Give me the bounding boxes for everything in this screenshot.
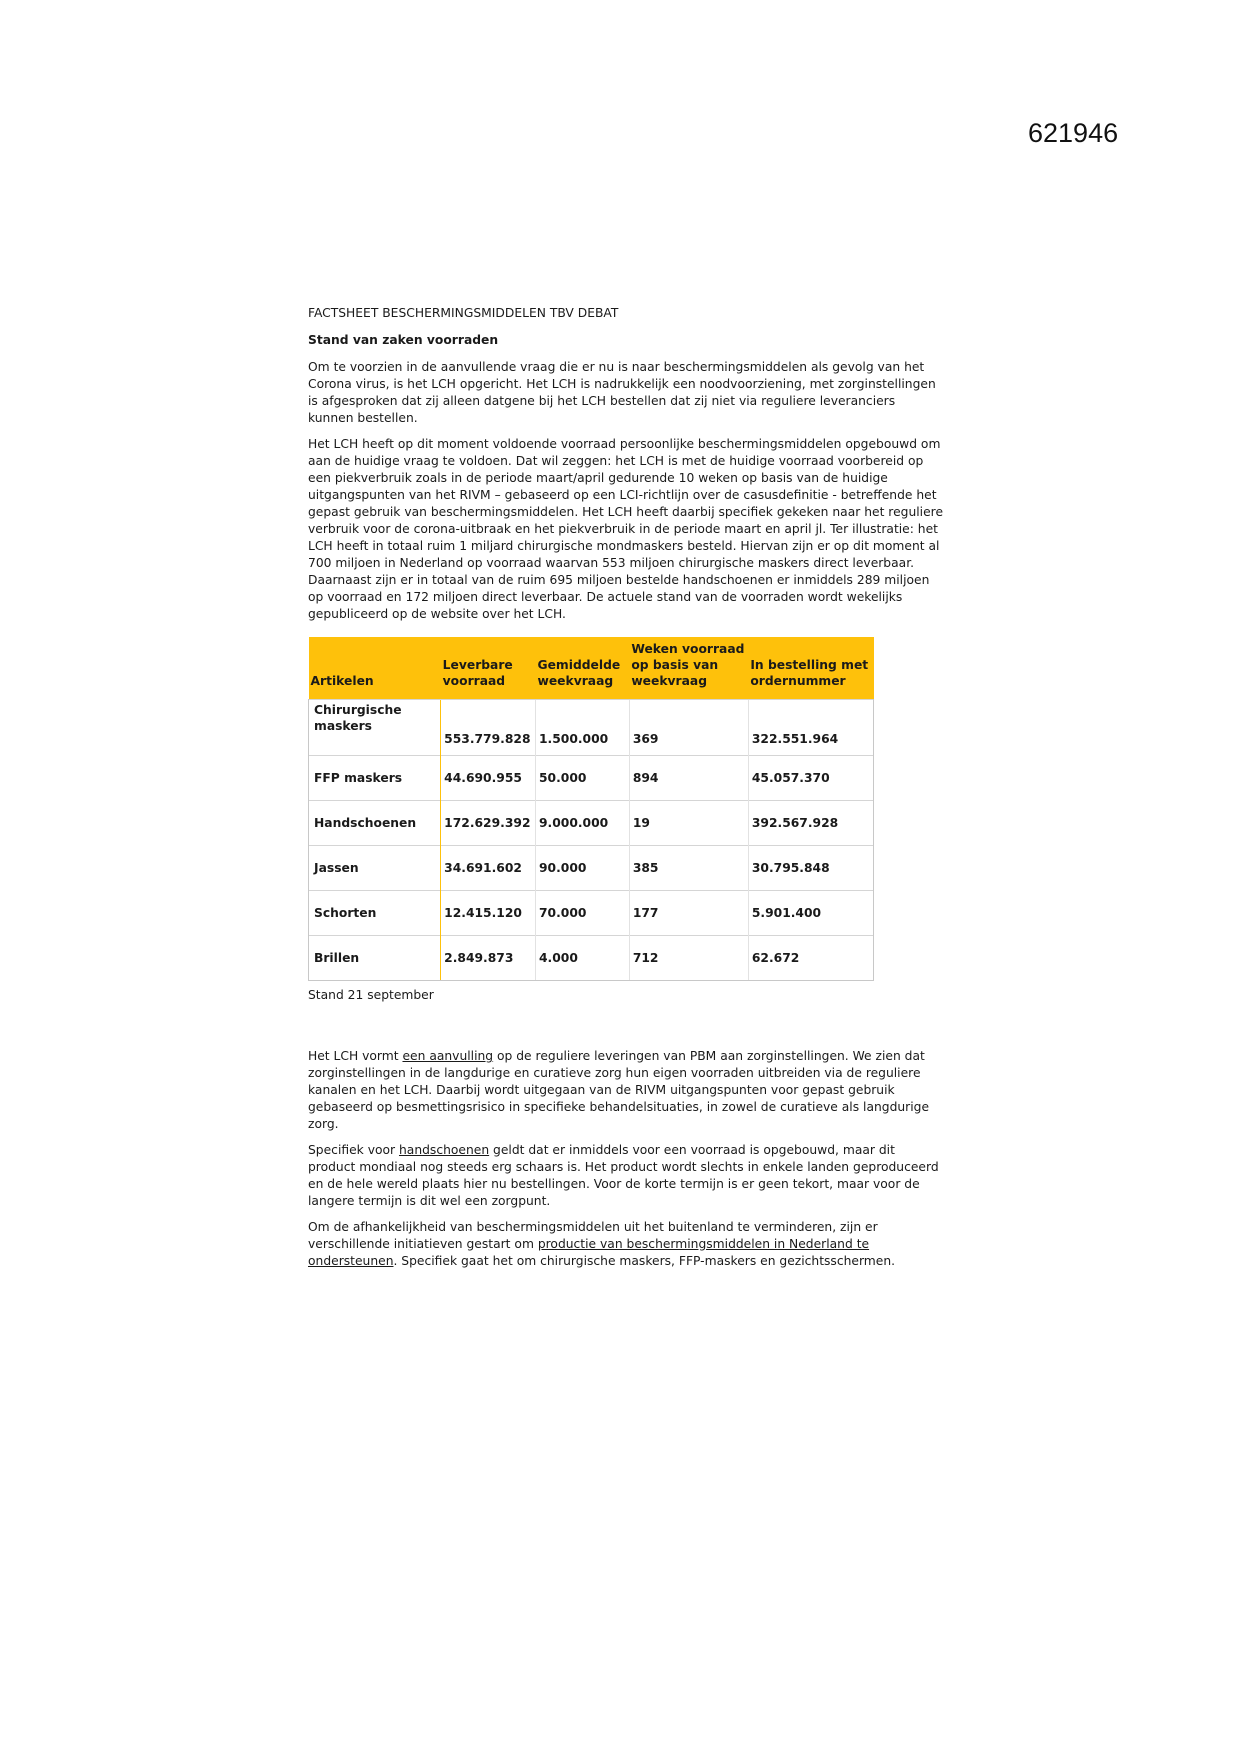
cell-weekly-demand: 1.500.000 (535, 700, 629, 756)
paragraph-supplement (308, 1048, 944, 1133)
text: Specifiek voor (308, 1143, 399, 1157)
cell-on-order: 45.057.370 (748, 756, 873, 801)
table-header-row (309, 637, 874, 700)
paragraph-stock: Het LCH heeft op dit moment voldoende voorraad persoonlijke beschermingsmiddelen opgebouwd om aan de huidige vraag te voldoen. Dat wil zeggen: het LCH is met de huidige voorraad voorbereid op een piekverbruik zoals in de periode maart/april gedurende 10 weken op basis van de huidige uitgangspunten van het RIVM – gebaseerd op een LCI-richtlijn over de casusdefinitie - betreffende het gepast gebruik van beschermingsmiddelen. Het LCH heeft daarbij specifiek gekeken naar het reguliere verbruik voor de corona-uitbraak en het piekverbruik in de periode maart en april jl. Ter illustratie: het LCH heeft in totaal ruim 1 miljard chirurgische mondmaskers besteld. Hiervan zijn er op dit moment al 700 miljoen in Nederland op voorraad waarvan 553 miljoen chirurgische maskers direct leverbaar. Daarnaast zijn er in totaal van de ruim 695 miljoen bestelde handschoenen er inmiddels 289 miljoen op voorraad en 172 miljoen direct leverbaar. De actuele stand van de voorraden wordt wekelijks gepubliceerd op de website over het LCH. (308, 437, 944, 621)
text: op de reguliere leveringen van PBM aan zorginstellingen. We zien dat zorginstellingen in de langdurige en curatieve zorg hun eigen voorraden uitbreiden via de reguliere kanalen en het LCH. Daarbij wordt uitgegaan van de RIVM uitgangspunten voor gepast gebruik gebaseerd op besmettingsrisico in specifieke behandelsituaties, in zowel de curatieve als langdurige zorg. (308, 1049, 930, 1131)
text: geldt dat er inmiddels voor een voorraad is opgebouwd, maar dit product mondiaal nog steeds erg schaars is. Het product wordt slechts in enkele landen geproduceerd en de hele wereld plaats hier nu bestellingen. Voor de korte termijn is er geen tekort, maar voor de langere termijn is dit wel een zorgpunt. (308, 1143, 939, 1208)
cell-weeks-stock: 712 (629, 936, 748, 981)
cell-article: Jassen (309, 846, 441, 891)
table-row (309, 891, 874, 936)
header-weken-voorraad: Weken voorraad op basis van weekvraag (629, 637, 748, 700)
table-row (309, 936, 874, 981)
document-number: 621946 (1028, 118, 1119, 148)
cell-article: Brillen (309, 936, 441, 981)
cell-weekly-demand: 4.000 (535, 936, 629, 981)
header-gemiddelde-weekvraag: Gemiddelde weekvraag (535, 637, 629, 700)
text: . Specifiek gaat het om chirurgische maskers, FFP-maskers en gezichtsschermen. (393, 1254, 896, 1268)
cell-weeks-stock: 19 (629, 801, 748, 846)
paragraph-intro: Om te voorzien in de aanvullende vraag die er nu is naar beschermingsmiddelen als gevolg van het Corona virus, is het LCH opgericht. Het LCH is nadrukkelijk een noodvoorziening, met zorginstellingen is afgesproken dat zij alleen datgene bij het LCH bestellen dat zij niet via reguliere leveranciers kunnen bestellen. (308, 360, 936, 425)
link-een-aanvulling[interactable]: een aanvulling (402, 1049, 494, 1063)
cell-available-stock: 12.415.120 (441, 891, 536, 936)
cell-on-order: 322.551.964 (748, 700, 873, 756)
cell-available-stock: 44.690.955 (441, 756, 536, 801)
stock-table (308, 637, 874, 981)
cell-weekly-demand: 90.000 (535, 846, 629, 891)
header-in-bestelling: In bestelling met ordernummer (748, 637, 873, 700)
text: Het LCH vormt (308, 1049, 403, 1063)
cell-weekly-demand: 50.000 (535, 756, 629, 801)
table-note: Stand 21 september (308, 988, 434, 1002)
cell-on-order: 5.901.400 (748, 891, 873, 936)
cell-weeks-stock: 369 (629, 700, 748, 756)
lower-section (308, 1048, 944, 1270)
cell-available-stock: 2.849.873 (441, 936, 536, 981)
cell-on-order: 30.795.848 (748, 846, 873, 891)
cell-article: FFP maskers (309, 756, 441, 801)
paragraph-domestic-production (308, 1219, 944, 1270)
cell-weekly-demand: 9.000.000 (535, 801, 629, 846)
table-row (309, 846, 874, 891)
cell-article: Handschoenen (309, 801, 441, 846)
link-productie-nederland[interactable]: productie van beschermingsmiddelen in Nederland te ondersteunen (308, 1237, 870, 1268)
cell-available-stock: 172.629.392 (441, 801, 536, 846)
table-row (309, 801, 874, 846)
header-leverbare-voorraad: Leverbare voorraad (441, 637, 536, 700)
cell-available-stock: 553.779.828 (441, 700, 536, 756)
cell-weeks-stock: 177 (629, 891, 748, 936)
cell-article: Chirurgische maskers (309, 700, 441, 756)
cell-on-order: 62.672 (748, 936, 873, 981)
cell-article: Schorten (309, 891, 441, 936)
document-title: FACTSHEET BESCHERMINGSMIDDELEN TBV DEBAT (308, 306, 619, 320)
factsheet-content (308, 305, 944, 1279)
cell-available-stock: 34.691.602 (441, 846, 536, 891)
cell-weekly-demand: 70.000 (535, 891, 629, 936)
paragraph-gloves (308, 1142, 944, 1210)
link-handschoenen[interactable]: handschoenen (398, 1143, 490, 1157)
table-row (309, 756, 874, 801)
text: Om de afhankelijkheid van beschermingsmiddelen uit het buitenland te verminderen, zijn er verschillende initiatieven gestart om (308, 1220, 878, 1251)
header-artikelen: Artikelen (309, 637, 441, 700)
cell-weeks-stock: 385 (629, 846, 748, 891)
section-heading: Stand van zaken voorraden (308, 333, 499, 347)
table-row (309, 700, 874, 756)
cell-on-order: 392.567.928 (748, 801, 873, 846)
cell-weeks-stock: 894 (629, 756, 748, 801)
